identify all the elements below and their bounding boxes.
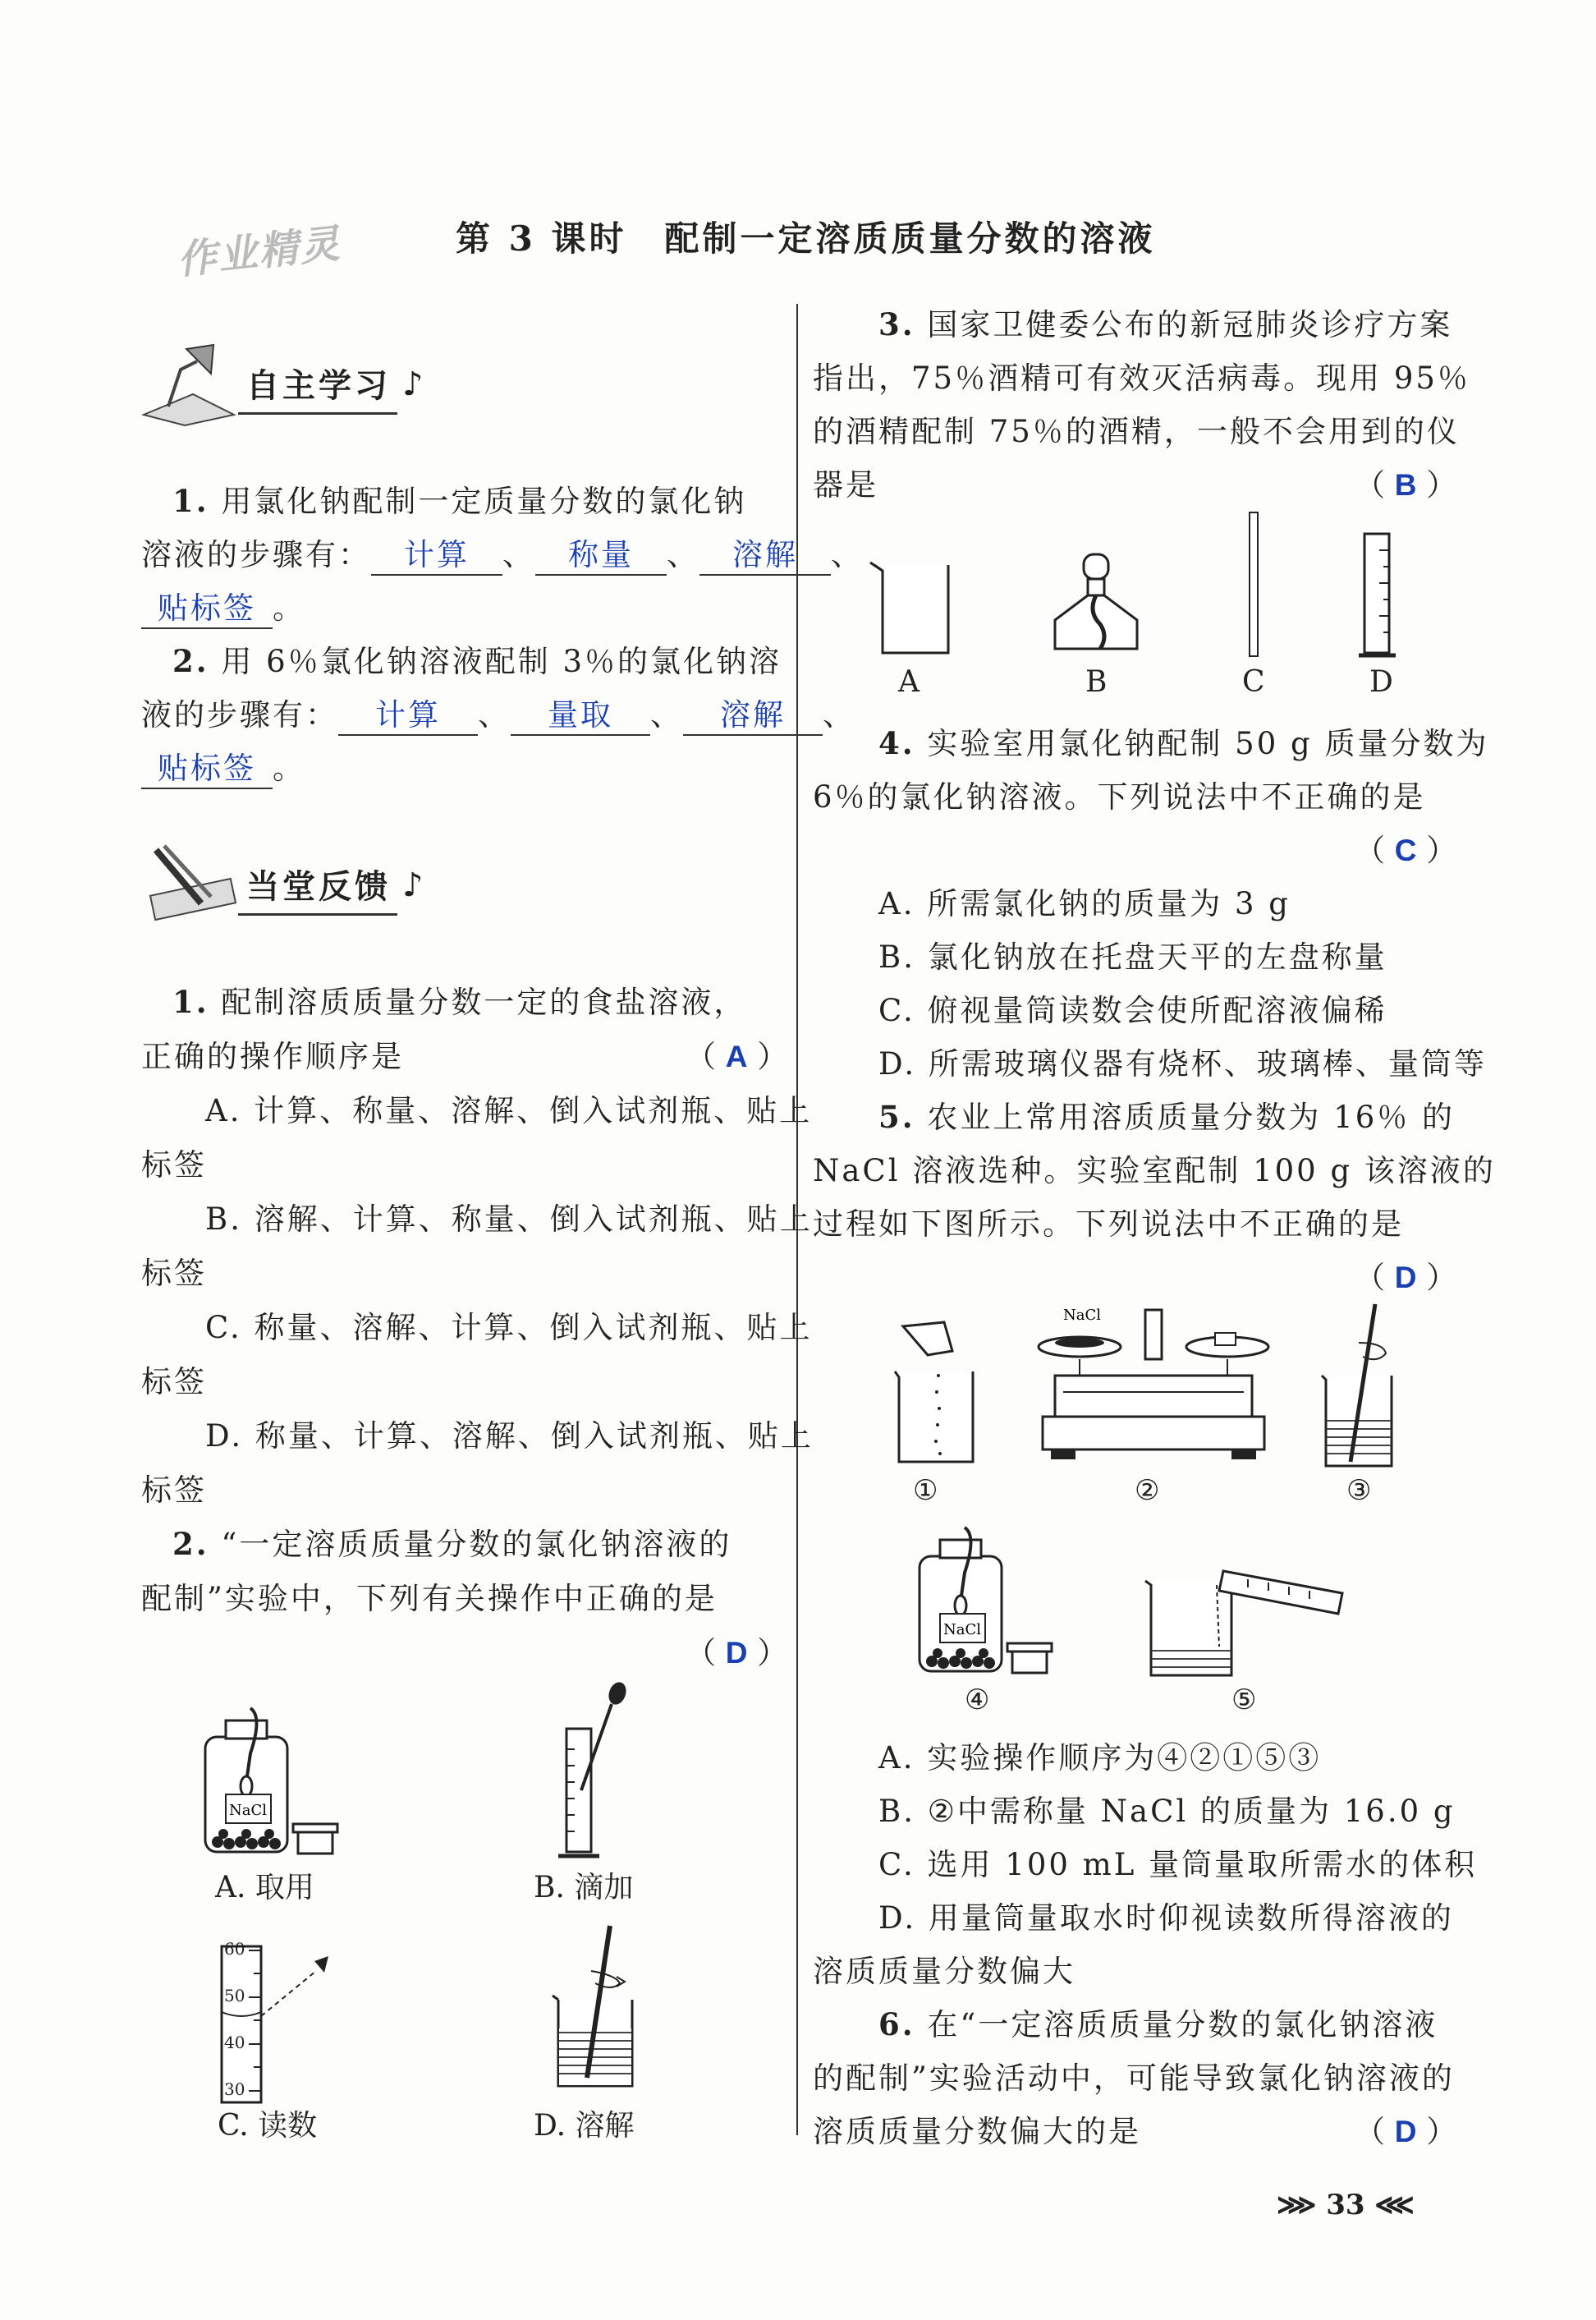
brand-logo: 作业精灵 [175, 220, 343, 284]
ss-q2-line2: 液的步骤有： 计算 、 量取 、 溶解 、 [141, 690, 855, 736]
fb-q1-option-c: C. 称量、溶解、计算、倒入试剂瓶、贴上 [205, 1310, 813, 1345]
ss-q1-line2: 溶液的步骤有： 计算 、 称量 、 溶解 、 [141, 530, 864, 576]
fb-q3-caption-a: A [898, 665, 920, 699]
fb-q5-option-a: A. 实验操作顺序为④②①⑤③ [878, 1740, 1322, 1776]
fb-q5-step-5: ⑤ [1231, 1684, 1257, 1716]
ss-q2-line3: 贴标签 。 [141, 743, 305, 789]
fb-q1-line1: 1. 配制溶质质量分数一定的食盐溶液， [172, 984, 747, 1020]
fb-q1-option-d: D. 称量、计算、溶解、倒入试剂瓶、贴上 [205, 1418, 814, 1454]
fb-q4-answer: （ C ） [1355, 833, 1457, 868]
self-study-heading: 自主学习 [246, 360, 391, 407]
fb-q4-option-b: B. 氯化钠放在托盘天平的左盘称量 [878, 939, 1387, 975]
fb-q5-line2: NaCl 溶液选种。实验室配制 100 g 该溶液的 [813, 1153, 1496, 1188]
ss-q1-answer-3: 溶解 [699, 530, 831, 576]
ss-q1-answer-4: 贴标签 [141, 583, 273, 629]
ss-q1-line1: 1. 用氯化钠配制一定质量分数的氯化钠 [172, 483, 747, 519]
fb-q5-step-1: ① [913, 1474, 938, 1507]
fb-q2-caption-c: C. 读数 [218, 2109, 318, 2143]
fb-q1-answer: （ A ） [686, 1039, 788, 1074]
fb-q5-option-d: D. 用量筒量取水时仰视读数所得溶液的 [878, 1900, 1454, 1936]
fb-q1-option-d-cont: 标签 [141, 1472, 207, 1508]
stir-figure [1314, 1298, 1404, 1470]
reading-cylinder-figure [193, 1938, 382, 2111]
fb-q3-caption-d: D [1369, 665, 1393, 699]
glass-rod-figure [1246, 511, 1263, 659]
graduated-cylinder-figure [1355, 530, 1404, 661]
fb-q3-caption-c: C [1242, 665, 1265, 699]
fb-q5-option-b: B. ②中需称量 NaCl 的质量为 16.0 g [878, 1794, 1456, 1829]
fb-q5-line1: 5. 农业上常用溶质质量分数为 16％ 的 [878, 1099, 1456, 1135]
fb-q5-option-d-cont: 溶质质量分数偏大 [813, 1954, 1075, 1989]
fb-q3-caption-b: B [1085, 665, 1108, 699]
pour-solid-figure [883, 1318, 998, 1466]
reagent-bottle-figure [201, 1704, 341, 1860]
fb-q4-option-a: A. 所需氯化钠的质量为 3 g [878, 886, 1291, 921]
page-number: ⋙ 33 ⋘ [1277, 2189, 1415, 2221]
fb-q6-line2: 的配制”实验活动中，可能导致氯化钠溶液的 [813, 2060, 1455, 2096]
fb-q3-line2: 指出，75％酒精可有效灭活病毒。现用 95％ [813, 361, 1470, 396]
music-note-icon: ♪ [402, 365, 424, 403]
fb-q5-step-4: ④ [965, 1684, 990, 1716]
fb-q1-line2: 正确的操作顺序是 [141, 1039, 404, 1074]
fb-q2-caption-d: D. 溶解 [534, 2109, 635, 2143]
fb-q1-option-b: B. 溶解、计算、称量、倒入试剂瓶、贴上 [205, 1201, 813, 1237]
bottle-label: NaCl [942, 1621, 982, 1638]
cylinder-tick-40: 40 [224, 2033, 245, 2052]
ss-q2-answer-3: 溶解 [683, 690, 823, 736]
nacl-bottle-figure [915, 1523, 1055, 1679]
fb-q5-step-2: ② [1135, 1474, 1160, 1507]
ornament-right-icon: ⋘ [1374, 2189, 1415, 2221]
pour-water-figure [1141, 1548, 1355, 1679]
lamp-icon [135, 337, 242, 427]
fb-q4-line1: 4. 实验室用氯化钠配制 50 g 质量分数为 [878, 725, 1489, 761]
fb-q6-line1: 6. 在“一定溶质质量分数的氯化钠溶液 [878, 2006, 1438, 2042]
cylinder-tick-60: 60 [224, 1939, 245, 1959]
fb-q2-caption-a: A. 取用 [215, 1871, 314, 1904]
fb-q6-line3: 溶质质量分数偏大的是 [813, 2114, 1141, 2149]
balance-label: NaCl [1063, 1307, 1102, 1324]
bottle-label: NaCl [228, 1802, 268, 1819]
ss-q2-answer-4: 贴标签 [141, 743, 273, 789]
fb-q2-line1: 2. “一定溶质质量分数的氯化钠溶液的 [172, 1526, 732, 1562]
fb-q2-caption-b: B. 滴加 [534, 1871, 634, 1904]
page-title: 第 3 课时 配制一定溶质质量分数的溶液 [456, 218, 1156, 259]
ss-q2-answer-2: 量取 [511, 690, 650, 736]
ss-q1-answer-2: 称量 [535, 530, 667, 576]
fb-q4-option-d: D. 所需玻璃仪器有烧杯、玻璃棒、量筒等 [878, 1046, 1487, 1082]
fb-q2-line2: 配制”实验中，下列有关操作中正确的是 [141, 1581, 718, 1616]
fb-q3-line1: 3. 国家卫健委公布的新冠肺炎诊疗方案 [878, 306, 1453, 342]
fb-q3-line4: 器是 [813, 467, 878, 503]
ornament-left-icon: ⋙ [1277, 2189, 1317, 2221]
cylinder-tick-50: 50 [224, 1986, 245, 2005]
feedback-heading: 当堂反馈 [246, 861, 391, 907]
fb-q4-option-c: C. 俯视量筒读数会使所配溶液偏稀 [878, 993, 1387, 1028]
alcohol-lamp-figure [1043, 534, 1149, 657]
balance-figure [1030, 1302, 1277, 1470]
fb-q6-answer: （ D ） [1355, 2114, 1457, 2149]
fb-q3-answer: （ B ） [1355, 467, 1457, 503]
ss-q1-line3: 贴标签 。 [141, 583, 305, 629]
fb-q1-option-a-cont: 标签 [141, 1147, 207, 1183]
fb-q4-line2: 6％的氯化钠溶液。下列说法中不正确的是 [813, 779, 1426, 815]
fb-q5-option-c: C. 选用 100 mL 量筒量取所需水的体积 [878, 1847, 1478, 1882]
fb-q1-option-c-cont: 标签 [141, 1364, 207, 1399]
fb-q3-line3: 的酒精配制 75％的酒精，一般不会用到的仪 [813, 414, 1460, 449]
pen-icon [135, 838, 242, 928]
fb-q5-step-3: ③ [1346, 1474, 1372, 1507]
beaker-figure [866, 558, 956, 657]
ss-q1-answer-1: 计算 [371, 530, 502, 576]
ss-q2-line1: 2. 用 6％氯化钠溶液配制 3％的氯化钠溶 [172, 643, 782, 679]
fb-q1-option-a: A. 计算、称量、溶解、倒入试剂瓶、贴上 [205, 1093, 813, 1128]
fb-q2-answer: （ D ） [686, 1635, 788, 1670]
cylinder-tick-30: 30 [224, 2079, 245, 2099]
ss-q2-answer-1: 计算 [338, 690, 478, 736]
music-note-icon: ♪ [402, 866, 424, 904]
stirring-beaker-figure [546, 1918, 653, 2094]
fb-q5-answer: （ D ） [1355, 1260, 1457, 1295]
fb-q1-option-b-cont: 标签 [141, 1256, 207, 1291]
dropper-cylinder-figure [550, 1684, 640, 1860]
fb-q5-line3: 过程如下图所示。下列说法中不正确的是 [813, 1206, 1404, 1242]
